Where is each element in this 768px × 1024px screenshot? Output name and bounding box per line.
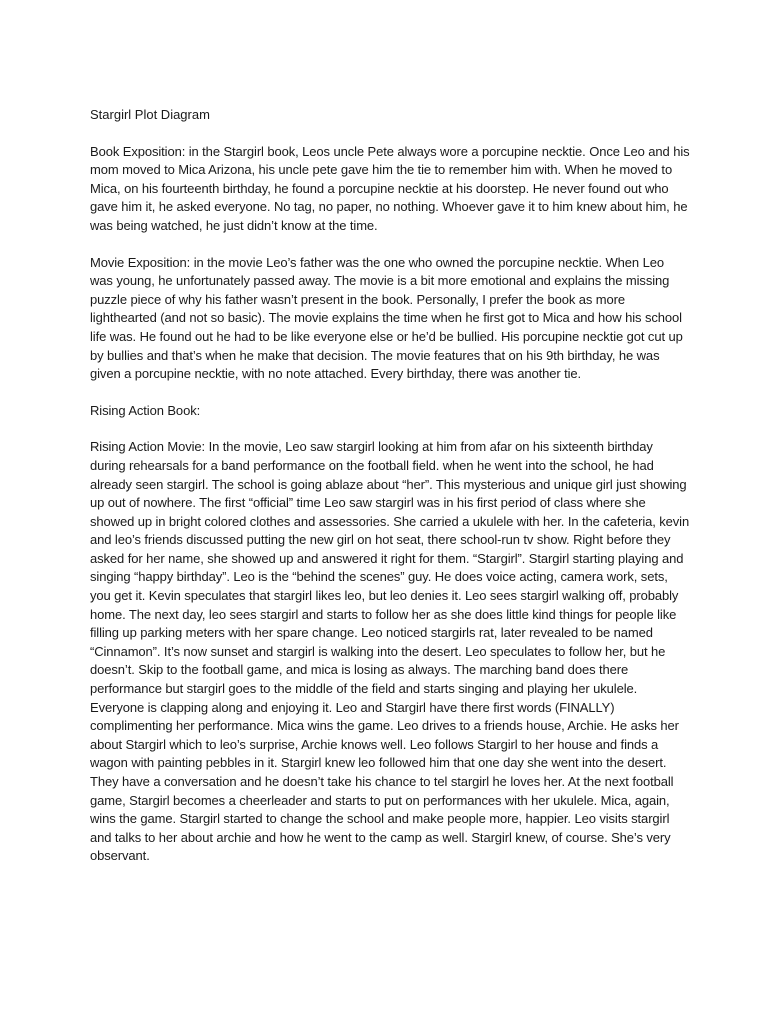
paragraph-rising-action-movie: Rising Action Movie: In the movie, Leo saw stargirl looking at him from afar on his sixteenth birthday during rehearsals for a band performance on the football field. when he went into the school, he had already seen stargirl. The school is going ablaze about “her”. This mysterious and unique girl just showing up out of nowhere. The first “official” time Leo saw stargirl was in his first period of class where she showed up in bright colored clothes and assessories. She carried a ukulele with her. In the cafeteria, kevin and leo’s friends discussed putting the new girl on hot seat, there school-run tv show. Right before they asked for her name, she showed up and answered it right for them. “Stargirl”. Stargirl starting playing and singing “happy birthday”. Leo is the “behind the scenes” guy. He does voice acting, camera work, sets, you get it. Kevin speculates that stargirl likes leo, but leo denies it. Leo sees stargirl walking off, probably home. The next day, leo sees stargirl and starts to follow her as she does little kind things for people like filling up parking meters with her spare change. Leo noticed stargirls rat, later revealed to be named “Cinnamon”. It’s now sunset and stargirl is walking into the desert. Leo speculates to follow her, but he doesn’t. Skip to the football game, and mica is losing as always. The marching band does there performance but stargirl goes to the middle of the field and starts singing and playing her ukulele. Everyone is clapping along and enjoying it. Leo and Stargirl have there first words (FINALLY) complimenting her performance. Mica wins the game. Leo drives to a friends house, Archie. He asks her about Stargirl which to leo’s surprise, Archie knows well. Leo follows Stargirl to her house and finds a wagon with painting pebbles in it. Stargirl knew leo followed him that one day she went into the desert. They have a conversation and he doesn’t take his chance to tel stargirl he loves her. At the next football game, Stargirl becomes a cheerleader and starts to put on performances with her ukulele. Mica, again, wins the game. Stargirl started to change the school and make people more, happier. Leo visits stargirl and talks to her about archie and how he went to the camp as well. Stargirl knew, of course. She’s very observant.: [90, 439, 690, 864]
paragraph-book-exposition: Book Exposition: in the Stargirl book, Leos uncle Pete always wore a porcupine necktie. Once Leo and his mom moved to Mica Arizona, his uncle pete gave him the tie to remember him with. When he moved to Mica, on his fourteenth birthday, he found a porcupine necktie at his doorstep. He never found out who gave him it, he asked everyone. No tag, no paper, no nothing. Whoever gave it to him knew about him, he was being watched, he just didn’t know at the time.: [90, 143, 690, 233]
paragraph-movie-exposition: Movie Exposition: in the movie Leo’s father was the one who owned the porcupine necktie. When Leo was young, he unfortunately passed away. The movie is a bit more emotional and explains the missing puzzle piece of why his father wasn’t present in the book. Personally, I prefer the book as more lighthearted (and not so basic). The movie explains the time when he first got to Mica and how his school life was. He found out he had to be like everyone else or he’d be bullied. His porcupine necktie got cut up by bullies and that’s when he make that decision. The movie features that on his 9th birthday, he was given a porcupine necktie, with no note attached. Every birthday, there was another tie.: [90, 254, 683, 382]
paragraph-rising-action-book: Rising Action Book:: [90, 402, 201, 418]
document-body: [90, 106, 690, 884]
document-title: Stargirl Plot Diagram: [90, 107, 210, 122]
